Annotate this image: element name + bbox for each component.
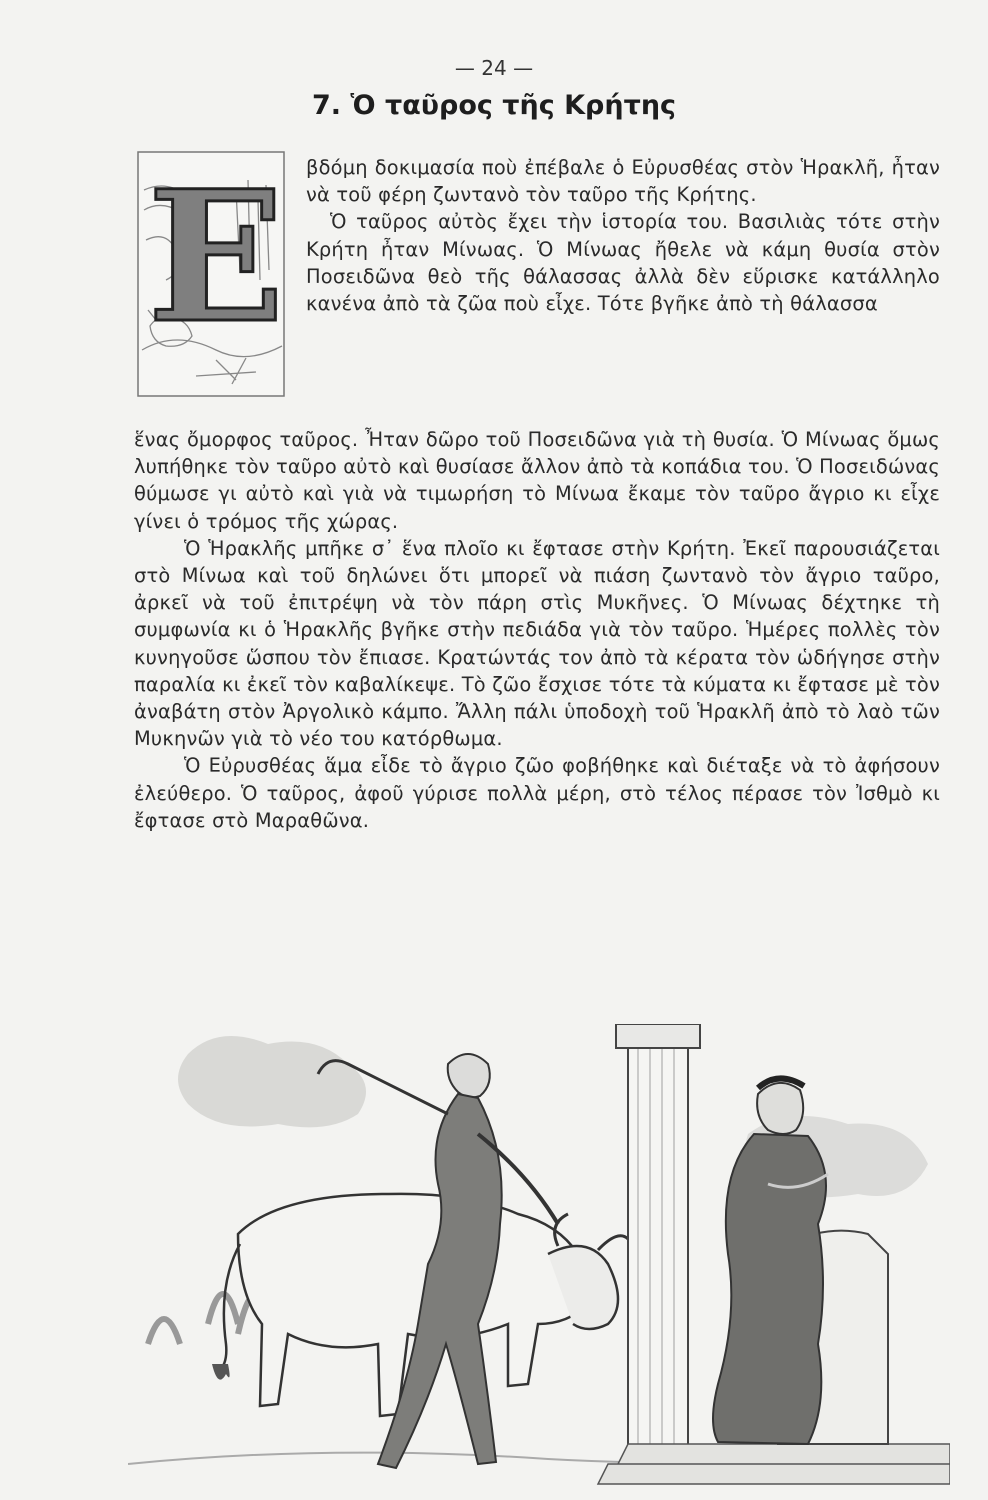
body-text-block: [134, 426, 940, 834]
drop-cap-illustration: [136, 150, 286, 398]
paragraph-4: Ὁ Εὐρυσθέας ἅμα εἶδε τὸ ἄγριο ζῶο φοβήθηκε καὶ διέταξε νὰ τὸ ἀφήσουν ἐλεύθερο. Ὁ ταῦρος, ἀφοῦ γύρισε πολλὰ μέρη, στὸ τέλος πέρασε τὸν Ἰσθμὸ κι ἔφτασε στὸ Μαραθῶνα.: [134, 754, 940, 832]
paragraph-1: βδόμη δοκιμασία ποὺ ἐπέβαλε ὁ Εὐρυσθέας στὸν Ἡρακλῆ, ἦταν νὰ τοῦ φέρη ζωντανὸ τὸν ταῦρο τῆς Κρήτης.: [306, 156, 940, 207]
drop-cap-letter: Ε: [147, 152, 285, 363]
paragraph-2-start: Ὁ ταῦρος αὐτὸς ἔχει τὴν ἱστορία του. Βασιλιὰς τότε στὴν Κρήτη ἦταν Μίνωας. Ὁ Μίνωας ἤθελε νὰ κάμη θυσία στὸν Ποσειδῶνα θεὸ τῆς θάλασσας ἀλλὰ δὲν εὕρισκε κατάλληλο κανένα ἀπὸ τὰ ζῶα ποὺ εἶχε. Τότε βγῆκε ἀπὸ τὴ θάλασσα: [306, 210, 940, 316]
heracles-bull-minos-illustration: [128, 1024, 950, 1494]
paragraph-2-continued: ἕνας ὄμορφος ταῦρος. Ἦταν δῶρο τοῦ Ποσειδῶνα γιὰ τὴ θυσία. Ὁ Μίνωας ὅμως λυπήθηκε τὸν ταῦρο αὐτὸ καὶ θυσίασε ἄλλον ἀπὸ τὰ κοπάδια του. Ὁ Ποσειδώνας θύμωσε γι αὐτὸ καὶ γιὰ νὰ τιμωρήση τὸ Μίνωα ἔκαμε τὸν ταῦρο ἄγριο κι εἶχε γίνει ὁ τρόμος τῆς χώρας.: [134, 428, 940, 533]
paragraph-3: Ὁ Ἡρακλῆς μπῆκε σ᾿ ἕνα πλοῖο κι ἔφτασε στὴν Κρήτη. Ἐκεῖ παρουσιάζεται στὸ Μίνωα καὶ τοῦ δηλώνει ὅτι μπορεῖ νὰ πιάση ζωντανὸ τὸν ἄγριο ταῦρο, ἀρκεῖ νὰ τοῦ ἐπιτρέψη νὰ τὸν πάρη στὶς Μυκῆνες. Ὁ Μίνωας δέχτηκε τὴ συμφωνία κι ὁ Ἡρακλῆς βγῆκε στὴν πεδιάδα γιὰ τὸν ταῦρο. Ἡμέρες πολλὲς τὸν κυνηγοῦσε ὥσπου τὸν ἔπιασε. Κρατώντάς τον ἀπὸ τὰ κέρατα τὸν ὡδήγησε στὴν παραλία κι ἐκεῖ τὸν καβαλίκεψε. Τὸ ζῶο ἔσχισε τότε τὰ κύματα κι ἔφτασε μὲ τὸν ἀναβάτη στὸν Ἀργολικὸ κάμπο. Ἄλλη πάλι ὑποδοχὴ τοῦ Ἡρακλῆ ἀπὸ τὸ λαὸ τῶν Μυκηνῶν γιὰ τὸ νέο του κατόρθωμα.: [134, 536, 940, 751]
wrapped-text-block: [306, 154, 940, 317]
page-number: — 24 —: [454, 56, 534, 80]
chapter-title: 7. Ὁ ταῦρος τῆς Κρήτης: [311, 90, 677, 121]
